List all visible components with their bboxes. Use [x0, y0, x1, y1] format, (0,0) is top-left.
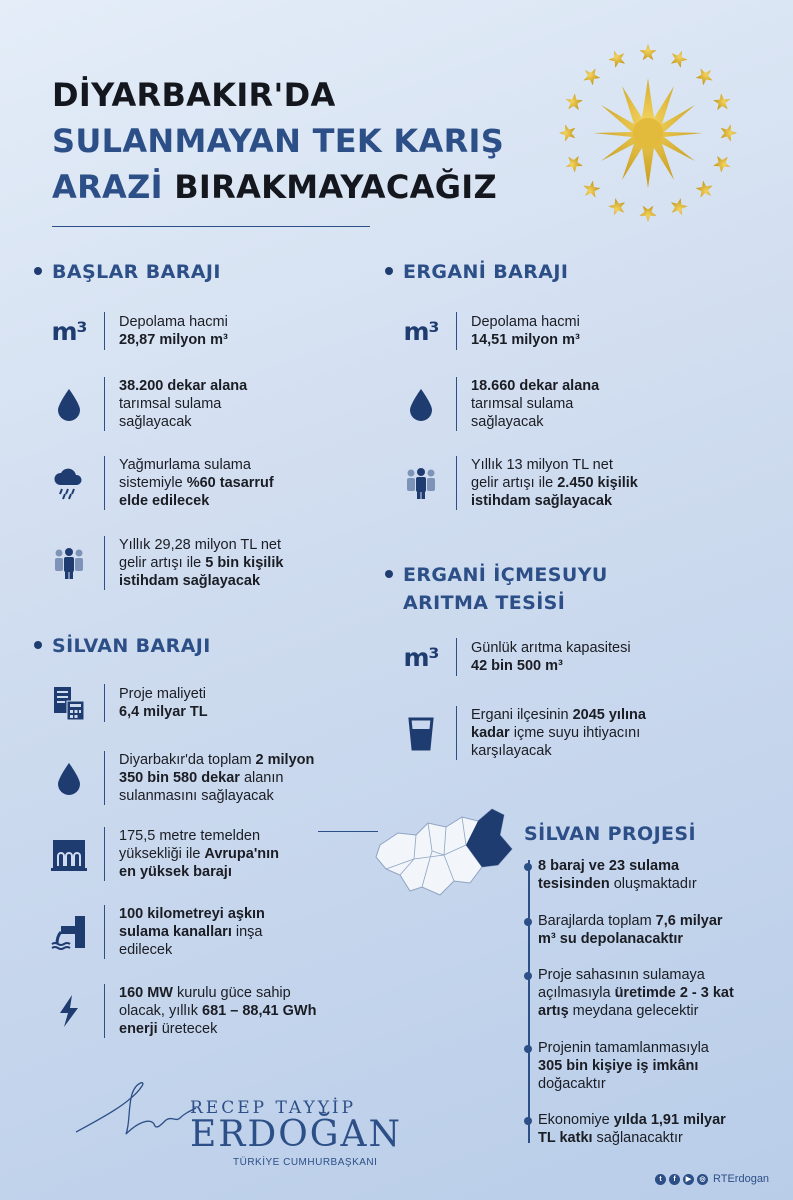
- text-line: tarımsal sulama: [119, 396, 222, 412]
- title-line-3-blue: ARAZİ: [52, 168, 163, 206]
- text-fragment-bold: TL katkı: [538, 1130, 593, 1146]
- text-line-bold: 28,87 milyon m³: [119, 332, 228, 348]
- text-fragment-bold: sulama kanalları: [119, 924, 232, 940]
- text-line-bold: m³ su depolanacaktır: [538, 931, 684, 947]
- text-fragment: olacak, yıllık: [119, 1003, 202, 1019]
- text-fragment-bold: tesisinden: [538, 876, 610, 892]
- text-line-bold: 42 bin 500 m³: [471, 658, 563, 674]
- ergani-heading-text: ERGANİ BARAJI: [403, 261, 569, 283]
- ergani-irrigation-row: [402, 377, 599, 431]
- text-line-bold: en yüksek barajı: [119, 864, 232, 880]
- title-line-2: SULANMAYAN TEK KARIŞ: [52, 122, 505, 160]
- bullet-dot: [34, 641, 42, 649]
- text-fragment-bold: yılda 1,91 milyar: [613, 1112, 726, 1128]
- timeline-dot: [524, 1045, 532, 1053]
- divider: [104, 827, 105, 881]
- text-line: Yağmurlama sulama: [119, 457, 251, 473]
- ergani-storage-row: [402, 312, 580, 350]
- social-handle: RTErdogan: [713, 1173, 770, 1185]
- signature-first-name: RECEP TAYYİP: [190, 1098, 357, 1118]
- signature-last-name: ERDOĞAN: [190, 1114, 403, 1155]
- text-line: Yıllık 13 milyon TL net: [471, 457, 613, 473]
- icmesuyu-demand-row: [402, 706, 646, 760]
- icmesuyu-capacity-row: [402, 638, 631, 676]
- text-fragment-bold: kadar: [471, 725, 510, 741]
- text-fragment: inşa: [231, 924, 263, 940]
- text-fragment: oluşmaktadır: [609, 876, 697, 892]
- text-line: sulanmasını sağlayacak: [119, 788, 274, 804]
- text-line-bold: 100 kilometreyi aşkın: [119, 906, 265, 922]
- timeline-line: [528, 860, 530, 1143]
- section-heading-proje: [524, 820, 696, 848]
- text-line: Günlük arıtma kapasitesi: [471, 640, 631, 656]
- title-line-3-dark: BIRAKMAYACAĞIZ: [174, 168, 497, 206]
- baslar-storage-row: [50, 312, 228, 350]
- cubic-meter-label: m³: [51, 316, 87, 346]
- baslar-irrigation-text: [119, 377, 247, 431]
- section-heading-silvan: [34, 632, 211, 660]
- icmesuyu-heading-line-1: ERGANİ İÇMESUYU: [403, 564, 608, 586]
- text-fragment: meydana gelecektir: [568, 1003, 699, 1019]
- signature-title: TÜRKİYE CUMHURBAŞKANI: [233, 1157, 378, 1168]
- divider: [456, 706, 457, 760]
- facebook-icon: f: [669, 1174, 680, 1185]
- proje-item-4: [538, 1039, 778, 1093]
- timeline-dot: [524, 972, 532, 980]
- baslar-heading-text: BAŞLAR BARAJI: [52, 261, 221, 283]
- cubic-meter-label: m³: [403, 642, 439, 672]
- youtube-icon: ▶: [683, 1174, 694, 1185]
- divider: [104, 536, 105, 590]
- text-line: edilecek: [119, 942, 173, 958]
- text-fragment-bold: 350 bin 580 dekar: [119, 770, 240, 786]
- text-line: Depolama hacmi: [119, 314, 228, 330]
- text-fragment: üretecek: [157, 1021, 218, 1037]
- water-drop-icon: [402, 385, 440, 423]
- text-fragment-bold: 160 MW: [119, 985, 173, 1001]
- text-fragment: kurulu güce sahip: [173, 985, 291, 1001]
- text-fragment: yüksekliği ile: [119, 846, 205, 862]
- silvan-height-text: [119, 827, 279, 881]
- divider: [104, 684, 105, 722]
- icmesuyu-capacity-text: [471, 639, 631, 675]
- text-fragment-bold: artış: [538, 1003, 569, 1019]
- page-title: [52, 72, 504, 210]
- baslar-storage-text: [119, 313, 228, 349]
- water-drop-icon: [50, 759, 88, 797]
- text-line: 175,5 metre temelden: [119, 828, 261, 844]
- timeline-dot: [524, 918, 532, 926]
- text-line: sağlayacak: [119, 414, 192, 430]
- text-line-bold: 8 baraj ve 23 sulama: [538, 858, 680, 874]
- baslar-sprinkler-text: [119, 456, 274, 510]
- divider: [104, 456, 105, 510]
- divider: [104, 312, 105, 350]
- text-fragment: içme suyu ihtiyacını: [509, 725, 641, 741]
- text-fragment-bold: üretimde 2 - 3 kat: [614, 985, 734, 1001]
- text-line: Projenin tamamlanmasıyla: [538, 1040, 709, 1056]
- cubic-meter-icon: [50, 312, 88, 350]
- social-handles: [655, 1173, 769, 1185]
- timeline-dot: [524, 863, 532, 871]
- proje-item-5: [538, 1111, 778, 1147]
- ergani-storage-text: [471, 313, 580, 349]
- silvan-energy-text: [119, 984, 316, 1038]
- cubic-meter-icon: [402, 638, 440, 676]
- section-heading-ergani: [385, 258, 568, 286]
- text-fragment-bold: 681 – 88,41 GWh: [202, 1003, 317, 1019]
- text-fragment-bold: %60 tasarruf: [186, 475, 274, 491]
- twitter-icon: t: [655, 1174, 666, 1185]
- cubic-meter-icon: [402, 312, 440, 350]
- ergani-employment-row: [402, 456, 638, 510]
- icmesuyu-demand-text: [471, 706, 646, 760]
- silvan-energy-row: [50, 984, 316, 1038]
- text-line-bold: istihdam sağlayacak: [119, 573, 261, 589]
- text-line-bold: 38.200 dekar alana: [119, 378, 248, 394]
- text-line: Proje maliyeti: [119, 686, 207, 702]
- text-fragment: Barajlarda toplam: [538, 913, 656, 929]
- divider: [456, 638, 457, 676]
- text-fragment: açılmasıyla: [538, 985, 615, 1001]
- divider: [104, 377, 105, 431]
- text-fragment-bold: 7,6 milyar: [655, 913, 723, 929]
- title-line-3: [52, 164, 504, 210]
- text-fragment: sağlanacaktır: [592, 1130, 683, 1146]
- divider: [104, 905, 105, 959]
- text-line-bold: 18.660 dekar alana: [471, 378, 600, 394]
- bullet-dot: [34, 267, 42, 275]
- text-line-bold: 14,51 milyon m³: [471, 332, 580, 348]
- rain-cloud-icon: [50, 464, 88, 502]
- divider: [104, 984, 105, 1038]
- ergani-employment-text: [471, 456, 638, 510]
- section-heading-icmesuyu: [385, 561, 608, 617]
- divider: [456, 312, 457, 350]
- silvan-canal-row: [50, 905, 265, 959]
- proje-item-1: [538, 857, 778, 893]
- water-drop-icon: [50, 385, 88, 423]
- section-heading-baslar: [34, 258, 221, 286]
- silvan-height-row: [50, 827, 279, 881]
- baslar-irrigation-row: [50, 377, 247, 431]
- lightning-icon: [50, 992, 88, 1030]
- text-fragment: gelir artışı ile: [119, 555, 206, 571]
- people-icon: [50, 544, 88, 582]
- text-fragment: gelir artışı ile: [471, 475, 558, 491]
- calculator-document-icon: [50, 684, 88, 722]
- timeline-dot: [524, 1117, 532, 1125]
- instagram-icon: ◎: [697, 1174, 708, 1185]
- text-line: sağlayacak: [471, 414, 544, 430]
- text-line-bold: 6,4 milyar TL: [119, 704, 208, 720]
- text-fragment-bold: enerji: [119, 1021, 158, 1037]
- baslar-sprinkler-row: [50, 456, 274, 510]
- text-line: Proje sahasının sulamaya: [538, 967, 705, 983]
- text-fragment: alanın: [239, 770, 284, 786]
- silvan-irrigation-row: [50, 751, 314, 805]
- title-line-1: DİYARBAKIR'DA: [52, 76, 336, 114]
- divider: [456, 456, 457, 510]
- text-fragment-bold: 5 bin kişilik: [205, 555, 284, 571]
- text-fragment-bold: 2.450 kişilik: [557, 475, 638, 491]
- divider: [104, 751, 105, 805]
- text-line: tarımsal sulama: [471, 396, 574, 412]
- text-line: karşılayacak: [471, 743, 552, 759]
- proje-heading-text: SİLVAN PROJESİ: [524, 823, 696, 845]
- text-fragment-bold: Avrupa'nın: [204, 846, 280, 862]
- text-line-bold: istihdam sağlayacak: [471, 493, 613, 509]
- silvan-irrigation-text: [119, 751, 314, 805]
- silvan-heading-text: SİLVAN BARAJI: [52, 635, 211, 657]
- cubic-meter-label: m³: [403, 316, 439, 346]
- silvan-cost-row: [50, 684, 208, 722]
- map-connector-line: [318, 831, 378, 832]
- baslar-employment-text: [119, 536, 283, 590]
- text-fragment-bold: 2045 yılına: [572, 707, 646, 723]
- title-divider: [52, 226, 370, 227]
- text-fragment: Ergani ilçesinin: [471, 707, 573, 723]
- text-fragment: Ekonomiye: [538, 1112, 614, 1128]
- diyarbakir-map-icon: [370, 805, 520, 900]
- text-fragment: Diyarbakır'da toplam: [119, 752, 256, 768]
- text-line-bold: 305 bin kişiye iş imkânı: [538, 1058, 699, 1074]
- icmesuyu-heading-line-2: ARITMA TESİSİ: [403, 592, 566, 614]
- text-line: Yıllık 29,28 milyon TL net: [119, 537, 281, 553]
- proje-item-2: [538, 912, 778, 948]
- silvan-canal-text: [119, 905, 265, 959]
- text-line: doğacaktır: [538, 1076, 606, 1092]
- presidential-emblem-icon: [555, 40, 741, 226]
- text-line: Depolama hacmi: [471, 314, 580, 330]
- proje-item-3: [538, 966, 778, 1020]
- divider: [456, 377, 457, 431]
- silvan-cost-text: [119, 685, 208, 721]
- text-line-bold: elde edilecek: [119, 493, 210, 509]
- baslar-employment-row: [50, 536, 283, 590]
- dam-icon: [50, 835, 88, 873]
- ergani-irrigation-text: [471, 377, 599, 431]
- handwritten-signature-icon: [72, 1072, 202, 1162]
- people-icon: [402, 464, 440, 502]
- water-glass-icon: [402, 714, 440, 752]
- bullet-dot: [385, 570, 393, 578]
- bullet-dot: [385, 267, 393, 275]
- text-fragment: sistemiyle: [119, 475, 187, 491]
- text-fragment-bold: 2 milyon: [255, 752, 315, 768]
- canal-outflow-icon: [50, 913, 88, 951]
